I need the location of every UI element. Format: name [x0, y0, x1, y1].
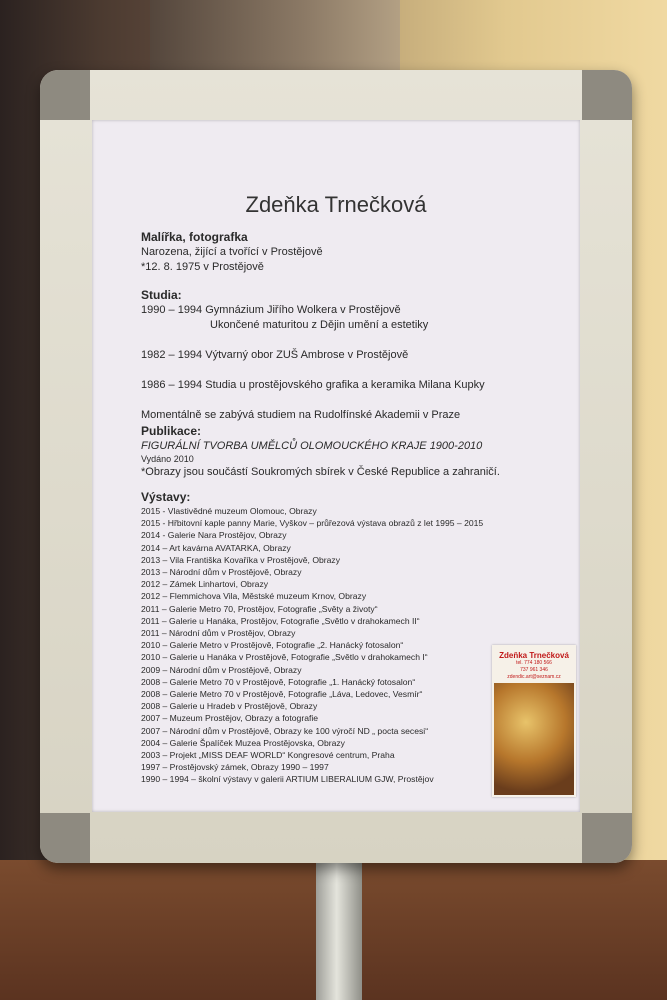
publikace-title: FIGURÁLNÍ TVORBA UMĚLCŮ OLOMOUCKÉHO KRAJE 1900-2010	[141, 440, 483, 452]
exhibition-item: 2013 – Vila Františka Kovaříka v Prostějově, Obrazy	[141, 554, 341, 565]
exhibition-item: 2011 – Národní dům v Prostějov, Obrazy	[141, 628, 296, 639]
exhibition-item: 2014 – Art kavárna AVATARKA, Obrazy	[141, 542, 291, 553]
publikace-note: *Obrazy jsou součástí Soukromých sbírek v České Republice a zahraničí.	[141, 466, 500, 478]
born-line-1: Narozena, žijící a tvořící v Prostějově	[141, 246, 323, 258]
card-email: zdendic.art@seznam.cz	[507, 674, 561, 680]
exhibition-item: 2007 – Muzeum Prostějov, Obrazy a fotografie	[141, 713, 319, 724]
publikace-issued: Vydáno 2010	[141, 454, 194, 464]
frame-corner	[40, 813, 90, 863]
exhibition-item: 2003 – Projekt „MISS DEAF WORLD“ Kongresové centrum, Praha	[141, 750, 395, 761]
exhibition-item: 2012 – Flemmichova Vila, Městské muzeum Krnov, Obrazy	[141, 591, 367, 602]
exhibition-item: 2008 – Galerie Metro 70 v Prostějově, Fotografie „Láva, Ledovec, Vesmír“	[141, 689, 423, 700]
poster-frame	[40, 70, 632, 863]
frame-corner	[582, 813, 632, 863]
exhibition-item: 2010 – Galerie Metro v Prostějově, Fotografie „2. Hanácký fotosalon“	[141, 640, 404, 651]
exhibition-item: 2008 – Galerie Metro 70 v Prostějově, Fotografie „1. Hanácký fotosalon“	[141, 676, 416, 687]
exhibition-item: 2007 – Národní dům v Prostějově, Obrazy ke 100 výročí ND „ pocta secesi“	[141, 725, 429, 736]
artist-name: Zdeňka Trnečková	[245, 192, 427, 217]
card-phone-1: tel. 774 180 566	[516, 660, 552, 666]
studia-item: 1982 – 1994 Výtvarný obor ZUŠ Ambrose v Prostějově	[141, 349, 409, 361]
publikace-block	[141, 424, 571, 480]
born-line-2: *12. 8. 1975 v Prostějově	[141, 261, 264, 273]
studia-item-detail: Ukončené maturitou z Dějin umění a estetiky	[210, 319, 429, 331]
business-card	[492, 645, 576, 797]
exhibition-item: 2011 – Galerie u Hanáka, Prostějov, Fotografie „Světlo v drahokamech II“	[141, 615, 420, 626]
publikace-heading: Publikace:	[141, 424, 202, 438]
studia-item: 1986 – 1994 Studia u prostějovského grafika a keramika Milana Kupky	[141, 379, 485, 391]
studia-block	[141, 288, 571, 423]
exhibition-item: 2004 – Galerie Špalíček Muzea Prostějovska, Obrazy	[141, 737, 345, 748]
studia-heading: Studia:	[141, 288, 182, 302]
intro-block	[141, 230, 571, 275]
profession: Malířka, fotografka	[141, 230, 248, 244]
vystavy-block	[141, 490, 571, 505]
exhibition-item: 2012 – Zámek Linhartovi, Obrazy	[141, 579, 269, 590]
poster-sheet	[92, 120, 580, 812]
stand-pole	[316, 860, 362, 1000]
exhibition-item: 2015 - Vlastivědné muzeum Olomouc, Obrazy	[141, 506, 317, 516]
exhibition-item: 2010 – Galerie u Hanáka v Prostějově, Fotografie „Světlo v drahokamech I“	[141, 652, 428, 663]
exhibition-item: 2015 - Hřbitovní kaple panny Marie, Vyškov – průřezová výstava obrazů z let 1995 – 2015	[141, 518, 484, 529]
frame-corner	[40, 70, 90, 120]
card-painting-image	[494, 683, 574, 795]
exhibition-item: 2011 – Galerie Metro 70, Prostějov, Fotografie „Světy a životy“	[141, 603, 378, 614]
exhibition-item: 2009 – Národní dům v Prostějově, Obrazy	[141, 664, 302, 675]
vystavy-heading: Výstavy:	[141, 490, 191, 504]
card-name: Zdeňka Trnečková	[499, 651, 569, 660]
exhibition-list	[141, 505, 541, 786]
exhibition-item: 1997 – Prostějovský zámek, Obrazy 1990 – 1997	[141, 762, 329, 773]
exhibition-item: 2008 – Galerie u Hradeb v Prostějově, Obrazy	[141, 701, 318, 712]
card-phone-2: 737 961 346	[520, 667, 548, 673]
exhibition-item: 1990 – 1994 – školní výstavy v galerii ARTIUM LIBERALIUM GJW, Prostějov	[141, 774, 434, 785]
exhibition-item: 2013 – Národní dům v Prostějově, Obrazy	[141, 567, 302, 578]
studia-item: 1990 – 1994 Gymnázium Jiřího Wolkera v Prostějově	[141, 304, 401, 316]
exhibition-item: 2014 - Galerie Nara Prostějov, Obrazy	[141, 530, 287, 541]
frame-corner	[582, 70, 632, 120]
studia-item: Momentálně se zabývá studiem na Rudolfínské Akademii v Praze	[141, 409, 461, 421]
